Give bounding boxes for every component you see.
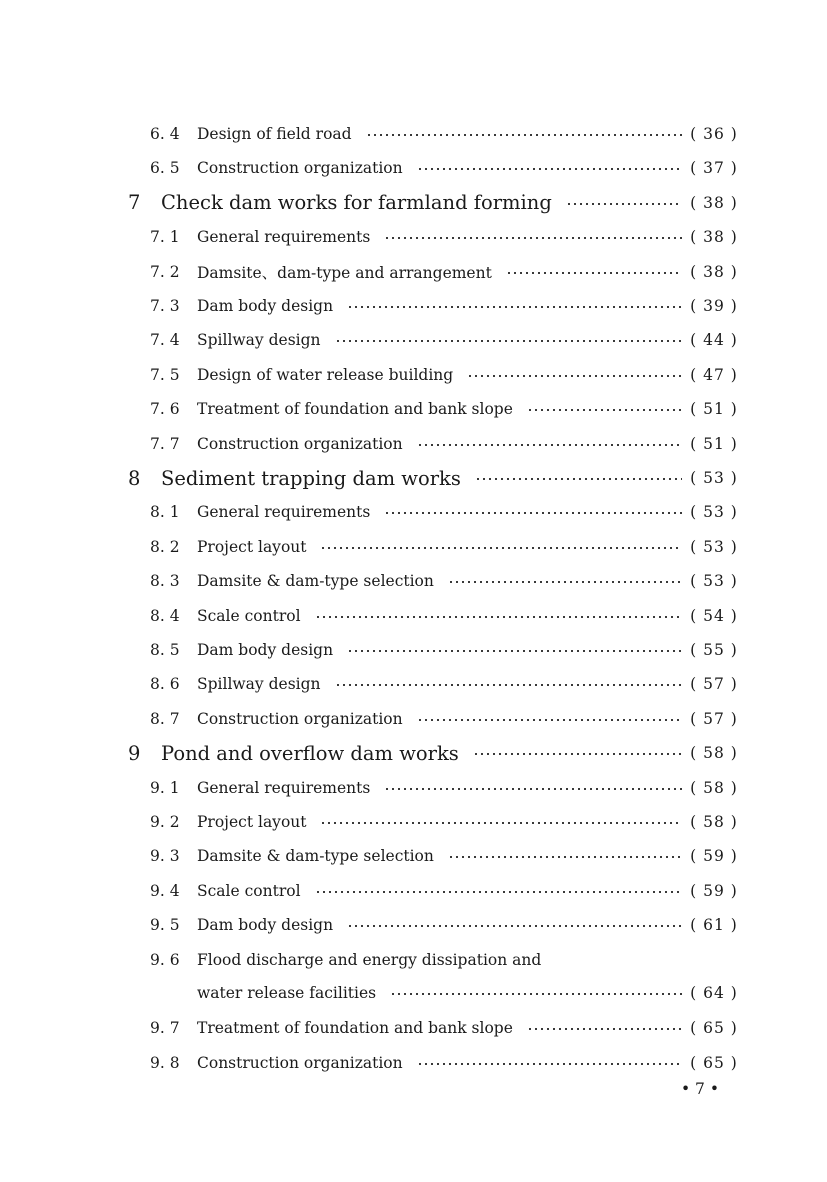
entry-title: Design of field road: [197, 125, 352, 143]
dot-leader: [384, 231, 682, 245]
entry-page-number: ( 57 ): [690, 709, 738, 728]
toc-section-entry[interactable]: [0, 325, 827, 355]
entry-title: Check dam works for farmland forming: [161, 191, 552, 215]
entry-label: [197, 847, 682, 865]
entry-page-number: ( 55 ): [690, 641, 738, 659]
entry-title-line2: water release facilities: [197, 983, 377, 1002]
entry-page-number: ( 65 ): [690, 1019, 738, 1038]
entry-label: [197, 607, 682, 625]
entry-page-number: ( 51 ): [690, 434, 738, 453]
dot-leader: [347, 300, 682, 314]
entry-label: [197, 675, 682, 693]
entry-label: [197, 400, 682, 418]
entry-page-number: ( 39 ): [690, 297, 738, 315]
toc-section-entry[interactable]: [0, 601, 827, 631]
toc-section-entry[interactable]: [0, 153, 827, 183]
dot-leader: [417, 713, 682, 727]
entry-page-number: ( 37 ): [690, 159, 738, 178]
entry-label: [197, 125, 682, 143]
dot-leader: [347, 919, 682, 933]
entry-label: [197, 641, 682, 659]
entry-title: Damsite & dam-type selection: [197, 847, 434, 866]
dot-leader: [315, 610, 682, 624]
entry-number: 6. 4: [150, 125, 180, 143]
toc-section-entry[interactable]: [0, 222, 827, 252]
entry-number: 7. 2: [150, 262, 180, 281]
entry-title: Damsite、dam-type and arrangement: [197, 263, 492, 282]
entry-title: Scale control: [197, 881, 301, 900]
entry-number: 7. 7: [150, 434, 180, 453]
toc-section-entry[interactable]: [0, 291, 827, 321]
dot-leader: [384, 782, 682, 796]
entry-number: 8. 7: [150, 709, 180, 728]
entry-title: Pond and overflow dam works: [161, 741, 459, 765]
toc-section-entry[interactable]: [0, 1048, 827, 1078]
entry-title: General requirements: [197, 778, 371, 797]
toc-section-entry[interactable]: [0, 119, 827, 149]
entry-page-number: ( 38 ): [690, 262, 738, 281]
page-number: • 7 •: [680, 1080, 719, 1098]
entry-label: [197, 331, 682, 349]
entry-number: 8. 6: [150, 675, 180, 694]
entry-page-number: ( 53 ): [690, 469, 738, 487]
entry-title: Treatment of foundation and bank slope: [197, 1019, 513, 1038]
entry-label: [161, 191, 682, 214]
entry-title: Construction organization: [197, 1053, 403, 1072]
dot-leader: [527, 1022, 682, 1036]
entry-page-number: ( 58 ): [690, 778, 738, 797]
entry-label: [197, 159, 682, 177]
entry-number: 6. 5: [150, 159, 180, 178]
dot-leader: [506, 266, 682, 280]
dot-leader: [315, 885, 682, 899]
entry-page-number: ( 53 ): [690, 572, 738, 591]
entry-title: Spillway design: [197, 331, 321, 350]
entry-title: Spillway design: [197, 675, 321, 694]
toc-section-entry[interactable]: [0, 669, 827, 699]
entry-number: 9. 2: [150, 813, 180, 831]
toc-section-entry[interactable]: [0, 497, 827, 527]
entry-number: 8. 2: [150, 537, 180, 556]
entry-label: [161, 467, 682, 490]
dot-leader: [473, 747, 682, 761]
entry-page-number: ( 59 ): [690, 847, 738, 866]
entry-page-number: ( 38 ): [690, 228, 738, 247]
entry-label: [197, 1019, 682, 1037]
toc-section-entry[interactable]: [0, 841, 827, 871]
entry-page-number: ( 54 ): [690, 606, 738, 625]
dot-leader: [448, 850, 682, 864]
entry-label: [197, 951, 682, 969]
toc-section-entry[interactable]: [0, 360, 827, 390]
entry-title: Damsite & dam-type selection: [197, 572, 434, 591]
entry-number: 8. 5: [150, 641, 180, 659]
toc-section-entry[interactable]: [0, 704, 827, 734]
dot-leader: [335, 334, 682, 348]
entry-page-number: ( 44 ): [690, 331, 738, 350]
entry-label: [197, 435, 682, 453]
toc-section-entry[interactable]: [0, 635, 827, 665]
entry-label: [197, 297, 682, 315]
dot-leader: [417, 438, 682, 452]
dot-leader: [366, 128, 682, 142]
entry-title: Dam body design: [197, 297, 334, 315]
entry-number: 9. 1: [150, 778, 180, 797]
entry-number: 7. 3: [150, 297, 180, 315]
entry-page-number: ( 53 ): [690, 537, 738, 556]
entry-label: [197, 228, 682, 246]
entry-page-number: ( 38 ): [690, 193, 738, 212]
dot-leader: [527, 403, 682, 417]
dot-leader: [475, 472, 682, 486]
toc-section-entry[interactable]: [0, 876, 827, 906]
toc-section-entry[interactable]: [0, 566, 827, 596]
entry-title: Flood discharge and energy dissipation and: [197, 950, 542, 969]
dot-leader: [417, 1057, 682, 1071]
entry-label: [197, 779, 682, 797]
entry-title: Dam body design: [197, 641, 334, 659]
toc-chapter-entry[interactable]: [0, 188, 827, 218]
entry-label: [197, 366, 682, 384]
dot-leader: [347, 644, 682, 658]
entry-page-number: ( 64 ): [690, 983, 738, 1002]
entry-title: Project layout: [197, 537, 307, 556]
entry-number: 9. 4: [150, 881, 180, 900]
entry-label: [197, 572, 682, 590]
entry-number: 9. 6: [150, 950, 180, 969]
entry-title: Scale control: [197, 606, 301, 625]
entry-page-number: ( 51 ): [690, 400, 738, 419]
entry-number: 9. 7: [150, 1019, 180, 1038]
entry-label: [197, 813, 682, 831]
entry-label: [161, 742, 682, 765]
toc-section-entry-continued[interactable]: [0, 978, 827, 1008]
entry-page-number: ( 47 ): [690, 365, 738, 384]
entry-page-number: ( 58 ): [690, 744, 738, 763]
toc-section-entry[interactable]: [0, 807, 827, 837]
entry-number: 9. 8: [150, 1053, 180, 1072]
entry-number: 9: [128, 741, 141, 765]
entry-number: 7. 1: [150, 228, 180, 247]
dot-leader: [467, 369, 682, 383]
entry-number: 8. 4: [150, 606, 180, 625]
dot-leader: [448, 575, 682, 589]
entry-number: 9. 5: [150, 916, 180, 935]
entry-number: 9. 3: [150, 847, 180, 866]
dot-leader: [384, 506, 682, 520]
dot-leader: [320, 541, 682, 555]
entry-page-number: ( 65 ): [690, 1053, 738, 1072]
toc-section-entry[interactable]: [0, 532, 827, 562]
entry-page-number: ( 59 ): [690, 881, 738, 900]
entry-page-number: ( 58 ): [690, 813, 738, 831]
entry-label: [197, 503, 682, 521]
entry-number: 7: [128, 191, 141, 215]
entry-title: Treatment of foundation and bank slope: [197, 400, 513, 419]
toc-section-entry[interactable]: [0, 945, 827, 975]
entry-title: General requirements: [197, 503, 371, 522]
entry-title: Sediment trapping dam works: [161, 466, 461, 490]
entry-number: 8. 3: [150, 572, 180, 591]
entry-title: Construction organization: [197, 434, 403, 453]
entry-number: 8. 1: [150, 503, 180, 522]
entry-label: [197, 710, 682, 728]
entry-title: Construction organization: [197, 159, 403, 178]
entry-page-number: ( 61 ): [690, 916, 738, 935]
entry-number: 7. 4: [150, 331, 180, 350]
entry-label: [197, 916, 682, 934]
dot-leader: [320, 816, 682, 830]
toc-chapter-entry[interactable]: [0, 463, 827, 493]
entry-number: 7. 6: [150, 400, 180, 419]
entry-title: Dam body design: [197, 916, 334, 935]
entry-label: [197, 261, 682, 283]
toc-section-entry[interactable]: [0, 1013, 827, 1043]
entry-number: 7. 5: [150, 365, 180, 384]
toc-section-entry[interactable]: [0, 257, 827, 287]
dot-leader: [417, 162, 682, 176]
entry-title: Project layout: [197, 813, 307, 831]
entry-page-number: ( 36 ): [690, 125, 738, 143]
entry-label: [197, 882, 682, 900]
entry-page-number: ( 57 ): [690, 675, 738, 694]
entry-page-number: ( 53 ): [690, 503, 738, 522]
entry-number: 8: [128, 466, 141, 490]
toc-chapter-entry[interactable]: [0, 738, 827, 768]
toc-section-entry[interactable]: [0, 910, 827, 940]
entry-title: General requirements: [197, 228, 371, 247]
dot-leader: [566, 197, 682, 211]
toc-section-entry[interactable]: [0, 429, 827, 459]
entry-label: [197, 984, 682, 1002]
dot-leader: [335, 678, 682, 692]
dot-leader: [390, 987, 682, 1001]
entry-title: Design of water release building: [197, 365, 454, 384]
entry-label: [197, 538, 682, 556]
toc-section-entry[interactable]: [0, 773, 827, 803]
toc-section-entry[interactable]: [0, 394, 827, 424]
entry-label: [197, 1054, 682, 1072]
entry-title: Construction organization: [197, 709, 403, 728]
